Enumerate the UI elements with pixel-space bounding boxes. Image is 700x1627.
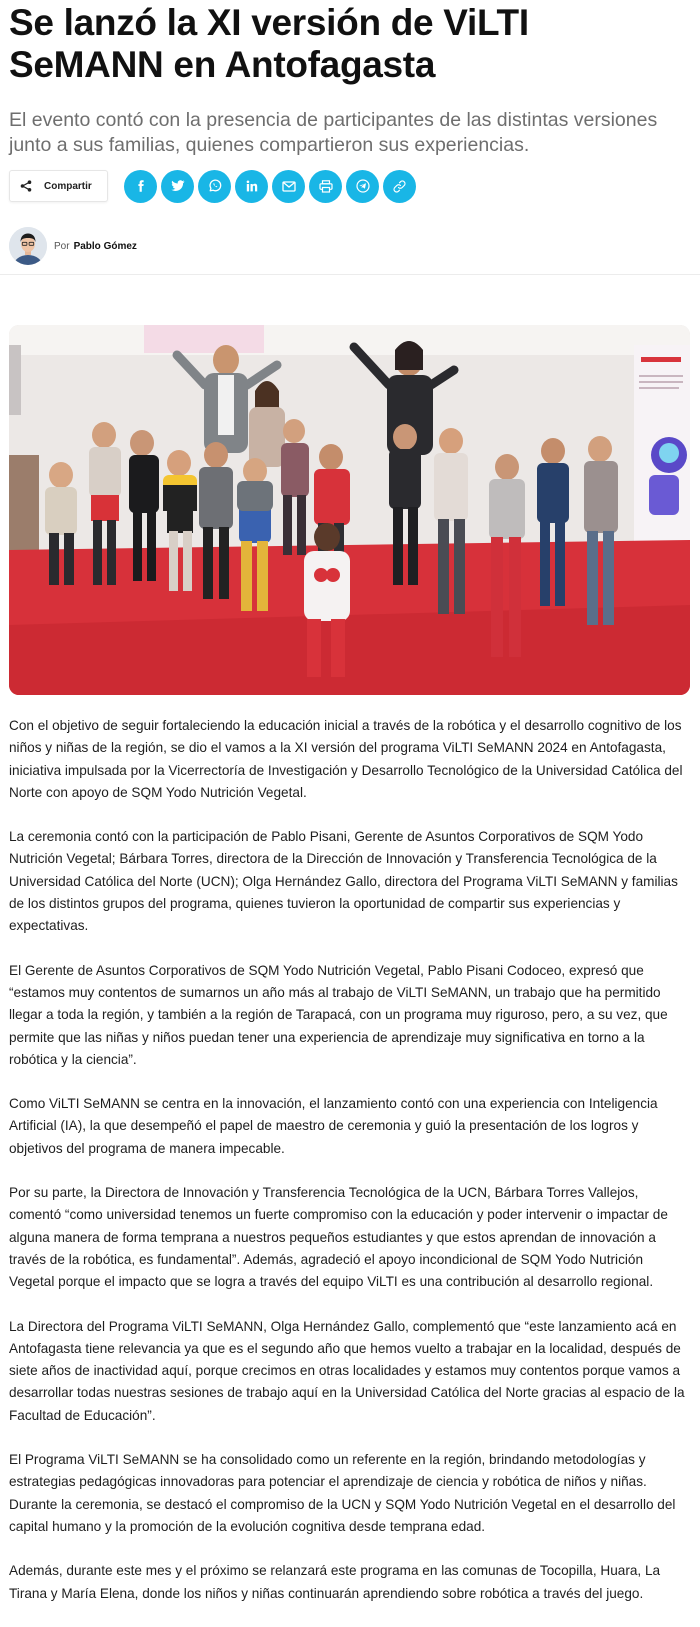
twitter-icon xyxy=(171,180,185,192)
article-paragraph: Como ViLTI SeMANN se centra en la innovación, el lanzamiento contó con una experiencia con Inteligencia Artificial (IA), la que desempeñó el papel de maestro de ceremonia y guió la presentación de los logros y objetivos del programa de manera impecable. xyxy=(9,1096,658,1156)
linkedin-icon xyxy=(246,180,258,192)
article-paragraph: Además, durante este mes y el próximo se relanzará este programa en las comunas de Tocopilla, Huara, La Tirana y María Elena, donde los niños y niñas continuarán aprendiendo sobre robótica a través del juego. xyxy=(9,1563,661,1601)
article-header xyxy=(0,0,700,266)
email-icon xyxy=(282,181,296,192)
article-paragraph: Con el objetivo de seguir fortaleciendo la educación inicial a través de la robótica y el desarrollo cognitivo de los niños y niñas de la región, se dio el vamos a la XI versión del programa ViLTI SeMANN 2024 en Antofagasta, iniciativa impulsada por la Vicerrectoría de Investigación y Desarrollo Tecnológico de la Universidad Católica del Norte con apoyo de SQM Yodo Nutrición Vegetal. xyxy=(9,718,683,800)
article-paragraph: La ceremonia contó con la participación de Pablo Pisani, Gerente de Asuntos Corporativos de SQM Yodo Nutrición Vegetal; Bárbara Torres, directora de la Dirección de Innovación y Transferencia Tecnológica de la Universidad Católica del Norte (UCN); Olga Hernández Gallo, directora del Programa ViLTI SeMANN y familias de los distintos grupos del programa, quienes tuvieron la oportunidad de compartir sus experiencias y expectativas. xyxy=(9,829,678,934)
article-title: Se lanzó la XI versión de ViLTI SeMANN en Antofagasta xyxy=(9,2,529,85)
byline xyxy=(9,226,691,266)
avatar[interactable] xyxy=(9,227,47,265)
share-label: Compartir xyxy=(44,180,92,192)
facebook-share-button[interactable] xyxy=(124,170,157,203)
whatsapp-icon xyxy=(208,179,222,193)
article-paragraph: El Gerente de Asuntos Corporativos de SQM Yodo Nutrición Vegetal, Pablo Pisani Codoceo, expresó que “estamos muy contentos de sumarnos un año más al trabajo de ViLTI SeMANN, un trabajo que ha permitido llegar a toda la región, y también a la región de Tarapacá, con un programa muy riguroso, pero, a su vez, que permite que las niñas y niños puedan tener una experiencia de aprendizaje muy significativa en torno a la robótica y la ciencia”. xyxy=(9,962,668,1067)
facebook-icon xyxy=(135,180,147,192)
article-paragraph: La Directora del Programa ViLTI SeMANN, Olga Hernández Gallo, complementó que “este lanzamiento acá en Antofagasta tiene relevancia ya que es el segundo año que hemos vuelto a trabajar en la localidad, después de siete años de inactividad aquí, porque crecimos en otras localidades y estamos muy contentos porque vamos a desarrollar todas nuestras sesiones de trabajo aquí en la Universidad Católica del Norte gracias al espacio de la Facultad de Educación”. xyxy=(9,1318,685,1423)
share-bar xyxy=(9,169,691,203)
email-share-button[interactable] xyxy=(272,170,305,203)
whatsapp-share-button[interactable] xyxy=(198,170,231,203)
share-icon xyxy=(20,180,32,192)
article-paragraph: Por su parte, la Directora de Innovación y Transferencia Tecnológica de la UCN, Bárbara Torres Vallejos, comentó “como universidad tenemos un fuerte compromiso con la educación y poder intervenir o impactar de alguna manera de forma temprana a nuestros pequeños estudiantes y que estos aprendan de innovación a través de la robótica, es fundamental”. Además, agradeció el apoyo incondicional de SQM Yodo Nutrición Vegetal porque el impacto que se logra a través del equipo ViLTI es una contribución al desarrollo regional. xyxy=(9,1185,668,1290)
article-paragraph: El Programa ViLTI SeMANN se ha consolidado como un referente en la región, brindando metodologías y estrategias pedagógicas innovadoras para potenciar el aprendizaje de ciencia y robótica de niños y niñas. Durante la ceremonia, se destacó el compromiso de la UCN y SQM Yodo Nutrición Vegetal en el desarrollo del capital humano y la promoción de la evolución cognitiva desde temprana edad. xyxy=(9,1452,676,1534)
print-icon xyxy=(319,180,333,193)
author-name[interactable]: Pablo Gómez xyxy=(73,240,137,252)
link-icon xyxy=(393,180,406,193)
print-share-button[interactable] xyxy=(309,170,342,203)
share-icons xyxy=(124,170,420,203)
linkedin-share-button[interactable] xyxy=(235,170,268,203)
byline-prefix: Por xyxy=(54,240,70,252)
share-button[interactable] xyxy=(9,170,108,202)
telegram-icon xyxy=(356,179,370,193)
article-photo xyxy=(9,325,690,695)
header-divider xyxy=(0,274,700,275)
article-subtitle: El evento contó con la presencia de participantes de las distintas versiones junto a sus familias, quienes compartieron sus experiencias. xyxy=(9,109,658,156)
telegram-share-button[interactable] xyxy=(346,170,379,203)
twitter-share-button[interactable] xyxy=(161,170,194,203)
copy-link-button[interactable] xyxy=(383,170,416,203)
article-body xyxy=(9,715,691,1627)
